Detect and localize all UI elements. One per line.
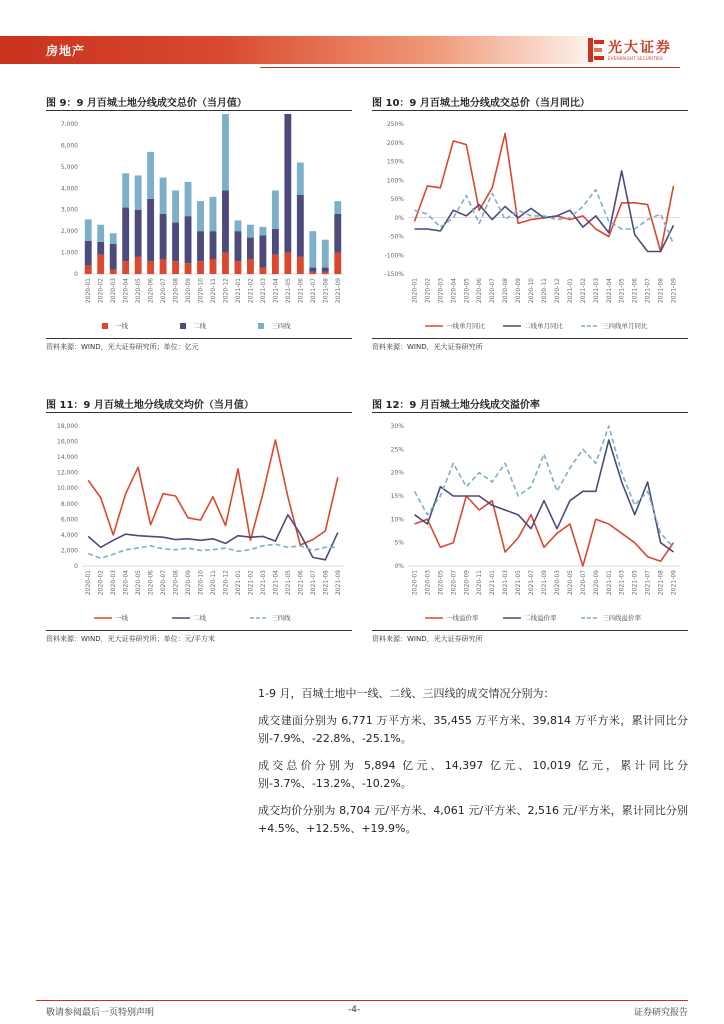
figure-12-chart — [372, 416, 688, 628]
y-tick-label: 2,000 — [60, 547, 78, 555]
x-tick-label: 2020-09 — [185, 278, 193, 304]
x-tick-label: 2020-05 — [135, 570, 143, 596]
bar-二线 — [185, 216, 192, 263]
legend-label: 一线溢价率 — [446, 614, 479, 622]
bar-三四线 — [247, 225, 254, 238]
bar-二线 — [122, 208, 129, 262]
bar-一线 — [222, 253, 229, 274]
footer-disclaimer: 敬请参阅最后一页特别声明 — [46, 1008, 155, 1018]
legend-label: 二线单月同比 — [524, 322, 563, 330]
x-tick-label: 2021-09 — [334, 278, 342, 304]
bar-一线 — [272, 255, 279, 274]
x-tick-label: 2020-01 — [85, 278, 93, 304]
y-tick-label: 100% — [386, 177, 404, 185]
legend-label: 三四线溢价率 — [602, 614, 641, 622]
y-tick-label: 7,000 — [60, 121, 78, 128]
x-tick-label: 2021-09 — [670, 278, 678, 304]
bar-一线 — [160, 259, 167, 274]
bar-三四线 — [197, 201, 204, 231]
legend-label: 二线溢价率 — [524, 614, 557, 622]
x-tick-label: 2020-02 — [97, 570, 105, 596]
bar-三四线 — [172, 190, 179, 222]
bar-一线 — [172, 261, 179, 274]
figure-9-rule — [46, 110, 352, 111]
x-tick-label: 2020-08 — [172, 278, 180, 304]
x-tick-label: 2020-05 — [437, 570, 445, 596]
y-tick-label: 10,000 — [57, 485, 78, 493]
figure-10-source: 资料来源：WIND，光大证券研究所 — [372, 343, 483, 351]
bar-三四线 — [110, 233, 117, 244]
logo-subtitle: EVERBRIGHT SECURITIES — [608, 56, 663, 61]
y-tick-label: 15% — [390, 493, 404, 500]
x-tick-label: 2021-01 — [234, 278, 242, 304]
x-tick-label: 2020-02 — [97, 278, 105, 304]
bar-三四线 — [272, 190, 279, 229]
x-tick-label: 2020-08 — [172, 570, 180, 596]
bar-一线 — [247, 259, 254, 274]
x-tick-label: 2020-03 — [553, 570, 561, 596]
figure-12-bottom-rule — [372, 630, 688, 631]
x-tick-label: 2020-04 — [122, 570, 130, 596]
y-tick-label: 6,000 — [60, 142, 78, 150]
x-tick-label: 2021-05 — [631, 570, 639, 596]
bar-一线 — [284, 253, 291, 274]
footer-rule — [36, 1000, 688, 1001]
page-number: -4- — [348, 1005, 361, 1015]
x-tick-label: 2021-03 — [259, 278, 267, 304]
bar-二线 — [147, 199, 154, 261]
y-tick-label: 0 — [74, 271, 78, 278]
x-tick-label: 2021-07 — [644, 278, 652, 304]
line-三四线溢价率 — [415, 426, 674, 547]
figure-12-rule — [372, 412, 688, 413]
y-tick-label: 50% — [390, 196, 404, 203]
x-tick-label: 2021-07 — [644, 570, 652, 596]
x-tick-label: 2020-12 — [222, 570, 230, 596]
x-tick-label: 2021-01 — [566, 278, 574, 304]
legend-swatch — [180, 323, 186, 329]
bar-三四线 — [309, 231, 316, 267]
x-tick-label: 2020-06 — [147, 570, 155, 596]
brand-logo — [588, 36, 688, 66]
x-tick-label: 2020-07 — [489, 278, 497, 304]
bar-一线 — [210, 259, 217, 274]
bar-一线 — [309, 272, 316, 274]
x-tick-label: 2020-01 — [85, 570, 93, 596]
bar-二线 — [85, 241, 92, 266]
x-tick-label: 2021-09 — [541, 570, 548, 596]
y-tick-label: 4,000 — [60, 531, 78, 539]
summary-total-price: 成交总价分别为 5,894 亿元、14,397 亿元、10,019 亿元，累计同比分别-3.7%、-13.2%、-10.2%。 — [258, 759, 688, 790]
x-tick-label: 2021-04 — [272, 570, 280, 596]
bar-一线 — [259, 268, 266, 274]
x-tick-label: 2020-10 — [197, 570, 205, 596]
figure-10-rule — [372, 110, 688, 111]
y-tick-label: 30% — [390, 423, 404, 430]
bar-一线 — [135, 257, 142, 274]
bar-三四线 — [259, 227, 266, 236]
figure-12-title: 图 12：9 月百城土地分线成交溢价率 — [372, 400, 540, 411]
x-tick-label: 2021-06 — [631, 278, 639, 304]
legend-label: 三四线单月同比 — [602, 322, 648, 330]
bar-二线 — [309, 268, 316, 272]
bar-二线 — [135, 210, 142, 257]
x-tick-label: 2021-05 — [515, 570, 523, 596]
y-tick-label: 10% — [390, 516, 404, 524]
legend-label: 三四线 — [271, 322, 291, 330]
header-rule — [260, 67, 680, 68]
bar-三四线 — [85, 219, 92, 240]
chart-svg-3 — [372, 416, 688, 628]
x-tick-label: 2020-11 — [210, 278, 217, 304]
x-tick-label: 2020-07 — [160, 278, 168, 304]
summary-intro: 1-9 月，百城土地中一线、二线、三四线的成交情况分别为： — [258, 687, 555, 700]
x-tick-label: 2021-02 — [579, 278, 587, 304]
bar-三四线 — [160, 178, 167, 214]
legend-swatch — [102, 323, 108, 329]
x-tick-label: 2020-03 — [110, 278, 118, 304]
x-tick-label: 2021-03 — [592, 278, 600, 304]
bar-二线 — [284, 114, 291, 253]
y-tick-label: -100% — [384, 252, 404, 260]
logo-mark-icon — [588, 38, 604, 62]
x-tick-label: 2021-08 — [322, 278, 330, 304]
logo-text: 光大证券 — [608, 40, 672, 56]
x-tick-label: 2020-04 — [450, 278, 458, 304]
bar-一线 — [185, 263, 192, 274]
bar-三四线 — [147, 152, 154, 199]
x-tick-label: 2020-01 — [411, 570, 419, 596]
x-tick-label: 2021-08 — [322, 570, 330, 596]
x-tick-label: 2020-07 — [450, 570, 458, 596]
bar-三四线 — [97, 225, 104, 242]
y-tick-label: 16,000 — [57, 438, 78, 446]
bar-二线 — [222, 190, 229, 252]
y-tick-label: 5% — [394, 539, 404, 547]
bar-二线 — [110, 244, 117, 270]
chart-svg-1 — [372, 114, 688, 336]
chart-svg-0 — [46, 114, 352, 336]
x-tick-label: 2020-05 — [135, 278, 143, 304]
x-tick-label: 2021-03 — [502, 570, 510, 596]
x-tick-label: 2021-09 — [334, 570, 342, 596]
bar-三四线 — [235, 220, 242, 231]
y-tick-label: 0% — [394, 214, 404, 222]
x-tick-label: 2020-10 — [197, 278, 205, 304]
bar-二线 — [97, 242, 104, 255]
figure-10-chart — [372, 114, 688, 336]
section-title: 房地产 — [46, 44, 86, 58]
x-tick-label: 2020-07 — [579, 570, 587, 596]
x-tick-label: 2020-10 — [528, 278, 536, 304]
x-tick-label: 2020-03 — [437, 278, 445, 304]
x-tick-label: 2020-09 — [592, 570, 600, 596]
bar-一线 — [197, 261, 204, 274]
figure-11-chart — [46, 416, 352, 628]
figure-11-source: 资料来源：WIND，光大证券研究所；单位：元/平方米 — [46, 635, 215, 643]
line-三四线 — [88, 544, 338, 558]
bar-一线 — [110, 270, 117, 274]
y-tick-label: 6,000 — [60, 516, 78, 524]
x-tick-label: 2020-03 — [110, 570, 118, 596]
bar-二线 — [210, 231, 217, 259]
x-tick-label: 2021-03 — [618, 570, 626, 596]
x-tick-label: 2021-05 — [284, 278, 292, 304]
figure-10-bottom-rule — [372, 338, 688, 339]
figure-9-title: 图 9：9 月百城土地分线成交总价（当月值） — [46, 98, 247, 109]
x-tick-label: 2020-05 — [463, 278, 471, 304]
bar-二线 — [197, 231, 204, 261]
x-tick-label: 2020-06 — [476, 278, 484, 304]
y-tick-label: 200% — [386, 139, 404, 147]
legend-label: 三四线 — [271, 614, 291, 622]
x-tick-label: 2021-07 — [528, 570, 536, 596]
y-tick-label: 1,000 — [60, 249, 78, 257]
x-tick-label: 2020-07 — [160, 570, 168, 596]
bar-二线 — [160, 214, 167, 259]
footer-report-type: 证券研究报告 — [633, 1008, 688, 1018]
y-tick-label: -150% — [384, 271, 404, 278]
y-tick-label: 150% — [386, 158, 404, 166]
chart-svg-2 — [46, 416, 352, 628]
legend-label: 一线 — [115, 614, 128, 622]
bar-一线 — [322, 272, 329, 274]
bar-二线 — [334, 214, 341, 253]
bar-二线 — [247, 238, 254, 259]
x-tick-label: 2020-09 — [515, 278, 523, 304]
x-tick-label: 2021-06 — [297, 278, 305, 304]
bar-二线 — [297, 195, 304, 257]
y-tick-label: 5,000 — [60, 163, 78, 171]
y-tick-label: 250% — [386, 121, 404, 128]
x-tick-label: 2021-02 — [247, 278, 255, 304]
figure-11-bottom-rule — [46, 630, 352, 631]
y-tick-label: 12,000 — [57, 469, 78, 477]
y-tick-label: 2,000 — [60, 228, 78, 236]
bar-一线 — [122, 261, 129, 274]
bar-三四线 — [222, 114, 229, 190]
x-tick-label: 2020-08 — [502, 278, 510, 304]
y-tick-label: 8,000 — [60, 500, 78, 508]
bar-三四线 — [122, 173, 129, 207]
x-tick-label: 2021-05 — [618, 278, 626, 304]
x-tick-label: 2021-01 — [489, 570, 497, 596]
x-tick-label: 2020-03 — [424, 570, 432, 596]
figure-12-source: 资料来源：WIND，光大证券研究所 — [372, 635, 483, 643]
x-tick-label: 2020-02 — [424, 278, 432, 304]
y-tick-label: 25% — [390, 446, 404, 454]
legend-label: 一线单月同比 — [446, 322, 485, 330]
bar-二线 — [322, 268, 329, 272]
line-二线溢价率 — [415, 440, 674, 552]
bar-一线 — [97, 255, 104, 274]
x-tick-label: 2020-09 — [463, 570, 471, 596]
x-tick-label: 2021-04 — [605, 278, 613, 304]
bar-二线 — [259, 235, 266, 267]
bar-一线 — [147, 261, 154, 274]
x-tick-label: 2020-12 — [222, 278, 230, 304]
y-tick-label: 3,000 — [60, 206, 78, 214]
bar-二线 — [172, 223, 179, 262]
x-tick-label: 2020-01 — [411, 278, 419, 304]
figure-10-title: 图 10：9 月百城土地分线成交总价（当月同比） — [372, 98, 590, 109]
bar-一线 — [297, 257, 304, 274]
bar-三四线 — [185, 182, 192, 216]
x-tick-label: 2020-04 — [122, 278, 130, 304]
summary-text — [258, 685, 688, 847]
bar-三四线 — [135, 175, 142, 209]
x-tick-label: 2021-01 — [234, 570, 242, 596]
y-tick-label: 0 — [74, 563, 78, 570]
x-tick-label: 2020-11 — [476, 570, 484, 596]
legend-swatch — [258, 323, 264, 329]
x-tick-label: 2021-09 — [670, 570, 678, 596]
y-tick-label: 4,000 — [60, 185, 78, 193]
x-tick-label: 2020-12 — [553, 278, 561, 304]
line-二线 — [88, 515, 338, 560]
figure-9-chart — [46, 114, 352, 336]
x-tick-label: 2021-02 — [247, 570, 255, 596]
figure-9-bottom-rule — [46, 338, 352, 339]
legend-label: 二线 — [193, 322, 206, 330]
x-tick-label: 2020-09 — [185, 570, 193, 596]
line-一线溢价率 — [415, 496, 674, 566]
x-tick-label: 2021-08 — [657, 570, 665, 596]
x-tick-label: 2021-07 — [309, 570, 317, 596]
bar-一线 — [85, 265, 92, 274]
x-tick-label: 2021-01 — [605, 570, 613, 596]
x-tick-label: 2021-06 — [297, 570, 305, 596]
y-tick-label: -50% — [388, 233, 404, 241]
x-tick-label: 2020-06 — [147, 278, 155, 304]
y-tick-label: 20% — [390, 469, 404, 477]
x-tick-label: 2021-03 — [259, 570, 267, 596]
bar-三四线 — [297, 163, 304, 195]
bar-三四线 — [210, 197, 217, 231]
bar-一线 — [334, 253, 341, 274]
legend-label: 一线 — [115, 322, 128, 330]
x-tick-label: 2020-05 — [566, 570, 574, 596]
x-tick-label: 2021-04 — [272, 278, 280, 304]
figure-11-title: 图 11：9 月百城土地分线成交均价（当月值） — [46, 400, 254, 411]
bar-三四线 — [322, 240, 329, 268]
x-tick-label: 2021-08 — [657, 278, 665, 304]
x-tick-label: 2020-11 — [210, 570, 217, 596]
summary-avg-price: 成交均价分别为 8,704 元/平方米、4,061 元/平方米、2,516 元/平方米，累计同比分别+4.5%、+12.5%、+19.9%。 — [258, 804, 688, 835]
x-tick-label: 2020-11 — [541, 278, 548, 304]
y-tick-label: 0% — [394, 563, 404, 570]
bar-一线 — [235, 261, 242, 274]
legend-label: 二线 — [193, 614, 206, 622]
figure-11-rule — [46, 412, 352, 413]
bar-三四线 — [334, 201, 341, 214]
y-tick-label: 14,000 — [57, 454, 78, 462]
bar-二线 — [235, 231, 242, 261]
summary-area: 成交建面分别为 6,771 万平方米、35,455 万平方米、39,814 万平方米，累计同比分别-7.9%、-22.8%、-25.1%。 — [258, 714, 688, 745]
line-二线单月同比 — [415, 171, 674, 252]
y-tick-label: 18,000 — [57, 423, 78, 430]
figure-9-source: 资料来源：WIND，光大证券研究所；单位：亿元 — [46, 343, 199, 351]
bar-二线 — [272, 229, 279, 255]
line-一线 — [88, 440, 338, 545]
x-tick-label: 2021-07 — [309, 278, 317, 304]
x-tick-label: 2021-05 — [284, 570, 292, 596]
